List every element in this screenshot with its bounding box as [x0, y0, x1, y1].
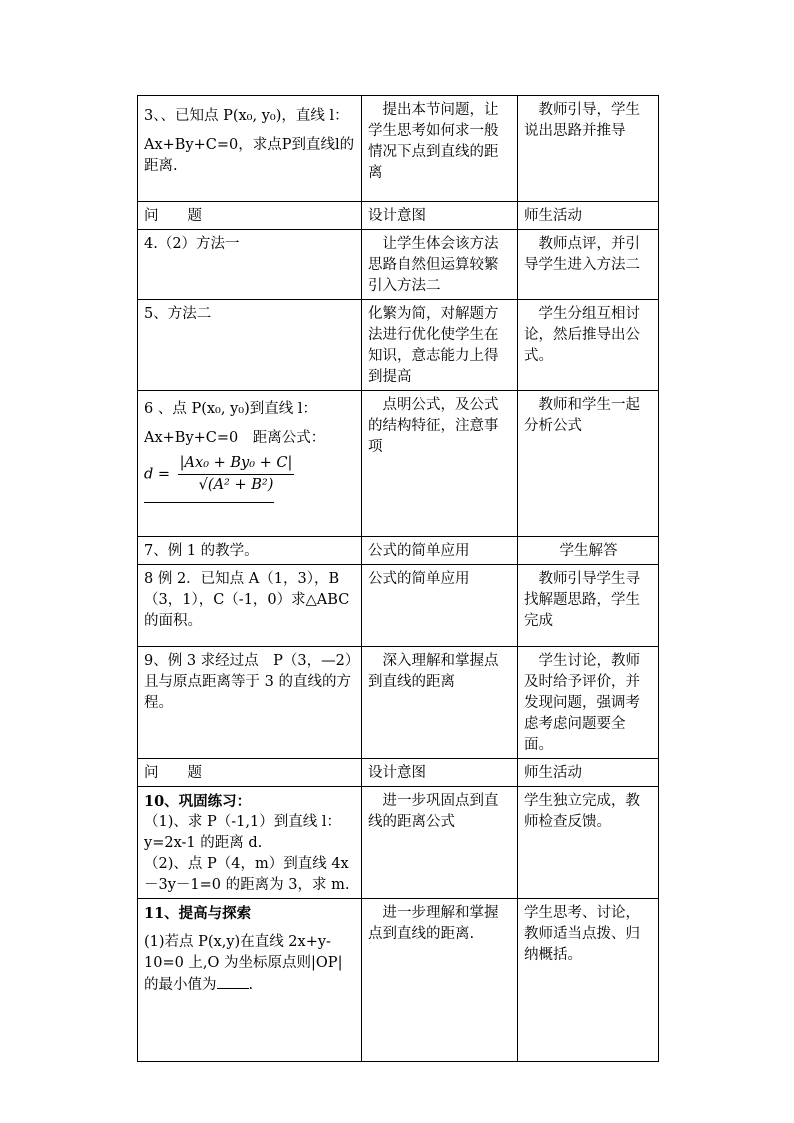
intent-cell: 进一步巩固点到直线的距离公式 [362, 787, 518, 899]
answer-blank [217, 974, 249, 989]
activity-cell: 教师和学生一起分析公式 [518, 391, 659, 537]
activity-cell: 教师点评，并引导学生进入方法二 [518, 230, 659, 300]
problem-cell [138, 391, 362, 537]
activity-cell: 学生解答 [518, 537, 659, 565]
explore-item [144, 932, 356, 996]
problem-cell: 9、例 3 求经过点 P（3，—2）且与原点距离等于 3 的直线的方程。 [138, 647, 362, 759]
intent-cell: 深入理解和掌握点到直线的距离 [362, 647, 518, 759]
header-activity: 师生活动 [518, 759, 659, 787]
table-row [138, 230, 659, 300]
intent-cell: 让学生体会该方法思路自然但运算较繁引入方法二 [362, 230, 518, 300]
header-intent: 设计意图 [362, 759, 518, 787]
lesson-plan-table [137, 95, 659, 1062]
problem-cell [138, 96, 362, 202]
problem-cell: 5、方法二 [138, 300, 362, 391]
exercise-item: （1)、求 P（-1,1）到直线 l：y=2x-1 的距离 d. [144, 814, 341, 851]
formula-underline [144, 498, 274, 503]
problem-cell: 4.（2）方法一 [138, 230, 362, 300]
problem-text: 3、、已知点 P(x₀, y₀)，直线 l： [144, 108, 349, 124]
activity-cell: 教师引导，学生说出思路并推导 [518, 96, 659, 202]
header-activity: 师生活动 [518, 202, 659, 230]
formula-fraction [178, 453, 295, 496]
problem-text: Ax+By+C=0，求点P到直线l的距离. [144, 137, 355, 174]
intent-cell: 点明公式，及公式的结构特征，注意事项 [362, 391, 518, 537]
intent-cell: 提出本节问题，让学生思考如何求一般情况下点到直线的距离 [362, 96, 518, 202]
activity-cell: 教师引导学生寻找解题思路，学生完成 [518, 565, 659, 647]
problem-cell [138, 787, 362, 899]
intent-cell: 化繁为简，对解题方法进行优化使学生在知识，意志能力上得到提高 [362, 300, 518, 391]
header-row [138, 759, 659, 787]
formula-denominator: √(A² + B²) [198, 477, 274, 493]
table-row [138, 565, 659, 647]
spacer [144, 924, 356, 932]
table-row [138, 391, 659, 537]
explore-item-end: . [248, 977, 254, 993]
table-row [138, 899, 659, 1062]
activity-cell: 学生思考、讨论，教师适当点拨、归纳概括。 [518, 899, 659, 1062]
header-problem: 问 题 [138, 759, 362, 787]
intent-cell: 公式的简单应用 [362, 565, 518, 647]
header-problem: 问 题 [138, 202, 362, 230]
table-row [138, 300, 659, 391]
formula-numerator: |Ax₀ + By₀ + C| [178, 453, 295, 475]
problem-cell: 8 例 2．已知点 A（1，3），B（3，1），C（-1，0）求△ABC 的面积。 [138, 565, 362, 647]
problem-line: 6 、点 P(x₀, y₀)到直线 l： [144, 401, 317, 417]
intent-cell: 进一步理解和掌握点到直线的距离. [362, 899, 518, 1062]
exercise-item: （2)、点 P（4，m）到直线 4x－3y－1=0 的距离为 3，求 m. [144, 856, 350, 893]
header-row [138, 202, 659, 230]
problem-line: Ax+By+C=0 距离公式： [144, 430, 326, 446]
explore-title: 11、提高与探索 [144, 905, 252, 922]
exercise-title: 10、巩固练习： [144, 793, 252, 810]
distance-formula [144, 453, 356, 496]
formula-lhs: d = [144, 466, 171, 483]
problem-cell: 7、例 1 的教学。 [138, 537, 362, 565]
table-row [138, 647, 659, 759]
table-row [138, 537, 659, 565]
problem-cell [138, 899, 362, 1062]
activity-cell: 学生分组互相讨论，然后推导出公式。 [518, 300, 659, 391]
table-row [138, 787, 659, 899]
header-intent: 设计意图 [362, 202, 518, 230]
activity-cell: 学生讨论，教师及时给予评价，并发现问题，强调考虑考虑问题要全面。 [518, 647, 659, 759]
table-row [138, 96, 659, 202]
activity-cell: 学生独立完成，教师检查反馈。 [518, 787, 659, 899]
explore-item-text: (1)若点 P(x,y)在直线 2x+y-10=0 上,O 为坐标原点则|OP|的最小值为 [144, 934, 343, 993]
intent-cell: 公式的简单应用 [362, 537, 518, 565]
